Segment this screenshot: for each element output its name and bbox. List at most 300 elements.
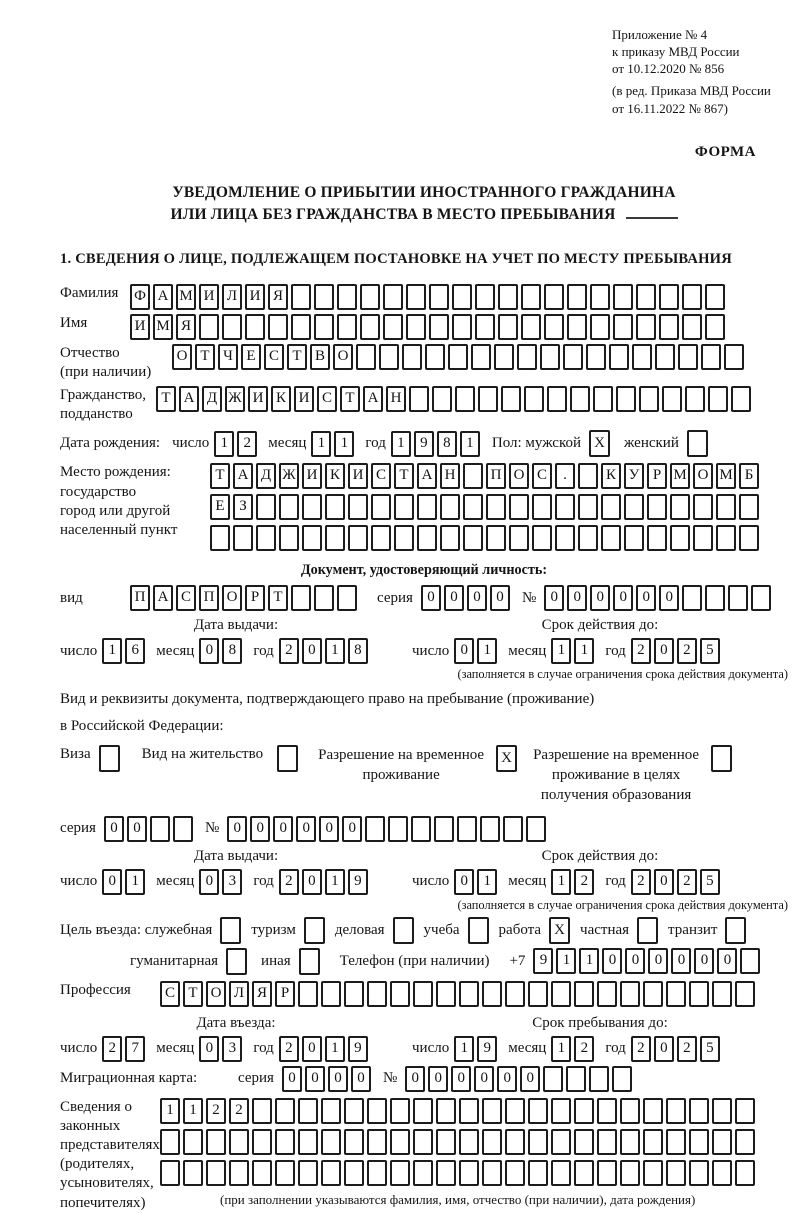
residence-expiry-day-cells xyxy=(454,869,497,895)
form-cell xyxy=(662,386,682,412)
form-cell: 0 xyxy=(444,585,464,611)
checkbox-cell: X xyxy=(496,745,517,772)
form-cell: 5 xyxy=(700,869,720,895)
form-cell xyxy=(452,314,472,340)
form-cell xyxy=(409,386,429,412)
checkbox-cell xyxy=(277,745,298,772)
form-cell: 0 xyxy=(305,1066,325,1092)
form-cell xyxy=(612,1066,632,1092)
form-cell: Ж xyxy=(279,463,299,489)
visa-option xyxy=(60,745,120,772)
form-cell xyxy=(325,525,345,551)
form-cell xyxy=(279,494,299,520)
form-cell xyxy=(601,494,621,520)
stay-until-group xyxy=(412,1036,788,1062)
form-cell xyxy=(647,525,667,551)
entry-date-group xyxy=(60,1036,412,1062)
form-cell xyxy=(593,386,613,412)
form-cell xyxy=(666,1129,686,1155)
form-cell xyxy=(321,1160,341,1186)
form-cell xyxy=(551,1160,571,1186)
form-cell xyxy=(325,494,345,520)
sex-male-label: Пол: мужской xyxy=(491,435,582,452)
form-cell xyxy=(609,344,629,370)
form-cell xyxy=(459,1160,479,1186)
form-cell xyxy=(275,1129,295,1155)
purpose-humanitarian-label: гуманитарная xyxy=(130,952,219,969)
form-cell xyxy=(643,1098,663,1124)
form-cell: Т xyxy=(394,463,414,489)
form-cell xyxy=(344,1160,364,1186)
year-label: год xyxy=(253,873,274,890)
day-label: число xyxy=(412,873,450,890)
form-cell xyxy=(735,1160,755,1186)
form-cell: П xyxy=(199,585,219,611)
form-cell xyxy=(463,494,483,520)
form-cell: 0 xyxy=(319,816,339,842)
form-cell: 6 xyxy=(125,638,145,664)
form-cell xyxy=(712,1160,732,1186)
form-cell xyxy=(459,1098,479,1124)
form-cell xyxy=(735,981,755,1007)
form-cell: 2 xyxy=(677,869,697,895)
form-cell xyxy=(252,1098,272,1124)
form-cell: М xyxy=(670,463,690,489)
form-cell xyxy=(298,1160,318,1186)
temp-permit-label: Разрешение на временное проживание xyxy=(318,746,485,784)
form-cell xyxy=(321,1098,341,1124)
identity-expiry-year-cells xyxy=(631,638,720,664)
checkbox-cell xyxy=(393,917,414,944)
visa-label: Виза xyxy=(60,745,91,762)
birth-month-cells xyxy=(311,431,354,457)
form-cell xyxy=(436,981,456,1007)
year-label: год xyxy=(365,435,386,452)
temp-permit-checkbox xyxy=(496,745,517,772)
form-cell: 1 xyxy=(556,948,576,974)
form-cell xyxy=(620,1129,640,1155)
form-cell: Н xyxy=(386,386,406,412)
residence-intro-line-1: Вид и реквизиты документа, подтверждающего право на пребывание (проживание) xyxy=(60,691,595,708)
form-cell xyxy=(344,1129,364,1155)
form-cell xyxy=(670,494,690,520)
residence-intro xyxy=(60,686,788,739)
form-cell xyxy=(360,284,380,310)
form-cell: Я xyxy=(268,284,288,310)
birth-year-cells xyxy=(391,431,480,457)
day-label: число xyxy=(412,1040,450,1057)
checkbox-cell: X xyxy=(549,917,570,944)
form-cell xyxy=(275,1098,295,1124)
form-cell xyxy=(356,344,376,370)
identity-dates xyxy=(60,617,788,682)
appendix-line: Приложение № 4 xyxy=(612,27,708,42)
birth-place-row xyxy=(60,463,788,556)
form-cell: 0 xyxy=(625,948,645,974)
form-cell xyxy=(482,981,502,1007)
form-cell xyxy=(724,344,744,370)
form-cell xyxy=(383,284,403,310)
title-line-2: ИЛИ ЛИЦА БЕЗ ГРАЖДАНСТВА В МЕСТО ПРЕБЫВАНИЯ xyxy=(60,204,788,226)
form-cell xyxy=(708,386,728,412)
identity-expiry-col xyxy=(412,617,788,682)
profession-row xyxy=(60,981,788,1007)
form-cell xyxy=(701,344,721,370)
identity-series-label: серия xyxy=(377,589,413,606)
form-cell xyxy=(751,585,771,611)
form-cell xyxy=(574,1129,594,1155)
form-cell xyxy=(390,1098,410,1124)
identity-number-label: № xyxy=(521,589,537,606)
form-cell xyxy=(394,494,414,520)
form-cell xyxy=(547,386,567,412)
form-cell xyxy=(463,525,483,551)
form-cell: 1 xyxy=(574,638,594,664)
form-cell xyxy=(705,314,725,340)
form-cell xyxy=(712,1129,732,1155)
month-label: месяц xyxy=(156,1040,195,1057)
purpose-other-checkbox xyxy=(299,948,320,975)
form-cell xyxy=(314,585,334,611)
residence-series-label: серия xyxy=(60,820,96,837)
form-cell: П xyxy=(130,585,150,611)
purpose-tourism-label: туризм xyxy=(251,921,296,938)
form-cell xyxy=(486,494,506,520)
form-cell xyxy=(321,1129,341,1155)
identity-issue-month-cells xyxy=(199,638,242,664)
purpose-study-checkbox xyxy=(468,917,489,944)
migration-series-label: серия xyxy=(238,1070,274,1087)
form-cell: 1 xyxy=(214,431,234,457)
form-cell: С xyxy=(160,981,180,1007)
representatives-row xyxy=(60,1098,788,1213)
form-cell xyxy=(620,981,640,1007)
form-cell xyxy=(620,1160,640,1186)
form-cell xyxy=(210,525,230,551)
form-cell xyxy=(528,1098,548,1124)
form-cell xyxy=(666,1098,686,1124)
form-cell xyxy=(551,1098,571,1124)
form-cell: 9 xyxy=(414,431,434,457)
form-cell xyxy=(348,525,368,551)
surname-cells xyxy=(130,284,725,310)
form-cell: А xyxy=(363,386,383,412)
purpose-other-label: иная xyxy=(261,952,291,969)
form-cell xyxy=(524,386,544,412)
form-cell: О xyxy=(693,463,713,489)
form-cell xyxy=(566,1066,586,1092)
form-cell xyxy=(616,386,636,412)
form-cell xyxy=(390,1129,410,1155)
form-cell xyxy=(471,344,491,370)
form-cell: . xyxy=(555,463,575,489)
form-cell: 0 xyxy=(567,585,587,611)
form-cell: 2 xyxy=(677,638,697,664)
form-cell xyxy=(689,1098,709,1124)
form-cell xyxy=(590,284,610,310)
form-cell xyxy=(509,525,529,551)
form-cell xyxy=(413,1160,433,1186)
form-cell: 0 xyxy=(590,585,610,611)
day-label: число xyxy=(412,642,450,659)
form-cell xyxy=(425,344,445,370)
form-cell xyxy=(183,1160,203,1186)
form-cell: 0 xyxy=(199,869,219,895)
form-cell: 1 xyxy=(311,431,331,457)
form-cell xyxy=(275,1160,295,1186)
form-cell xyxy=(413,1098,433,1124)
form-cell: И xyxy=(199,284,219,310)
form-cell xyxy=(413,981,433,1007)
form-cell xyxy=(551,1129,571,1155)
form-cell: 0 xyxy=(250,816,270,842)
form-cell: М xyxy=(153,314,173,340)
residence-permit-label: Вид на жительство xyxy=(141,745,264,762)
form-cell xyxy=(693,525,713,551)
form-cell: 1 xyxy=(160,1098,180,1124)
form-cell xyxy=(716,525,736,551)
sex-female-label: женский xyxy=(624,435,679,452)
surname-row xyxy=(60,284,788,310)
form-cell xyxy=(659,314,679,340)
identity-expiry-day-cells xyxy=(454,638,497,664)
form-cell: Т xyxy=(287,344,307,370)
birth-date-label: Дата рождения: xyxy=(60,435,161,452)
form-cell xyxy=(337,585,357,611)
form-cell xyxy=(390,1160,410,1186)
form-cell xyxy=(411,816,431,842)
form-cell xyxy=(252,1160,272,1186)
checkbox-cell xyxy=(711,745,732,772)
form-cell: 0 xyxy=(454,638,474,664)
form-cell xyxy=(574,1098,594,1124)
form-cell xyxy=(367,981,387,1007)
form-cell xyxy=(383,314,403,340)
residence-issue-col xyxy=(60,848,412,913)
form-cell: О xyxy=(172,344,192,370)
form-cell xyxy=(578,463,598,489)
form-cell xyxy=(731,386,751,412)
form-cell xyxy=(666,1160,686,1186)
form-cell: 1 xyxy=(477,638,497,664)
form-cell: Л xyxy=(229,981,249,1007)
purpose-official-checkbox xyxy=(220,917,241,944)
form-cell: У xyxy=(624,463,644,489)
representatives-note: (при заполнении указываются фамилия, имя, отчество (при наличии), дата рождения) xyxy=(220,1191,696,1207)
form-cell: 8 xyxy=(348,638,368,664)
form-cell: Р xyxy=(275,981,295,1007)
form-cell xyxy=(682,284,702,310)
form-cell xyxy=(482,1098,502,1124)
form-cell xyxy=(586,344,606,370)
form-cell xyxy=(245,314,265,340)
form-cell xyxy=(528,1160,548,1186)
form-cell: 0 xyxy=(717,948,737,974)
form-cell: Е xyxy=(241,344,261,370)
form-cell xyxy=(544,284,564,310)
form-cell: 0 xyxy=(351,1066,371,1092)
identity-series-cells xyxy=(421,585,510,611)
form-cell xyxy=(597,1098,617,1124)
title-line-1: УВЕДОМЛЕНИЕ О ПРИБЫТИИ ИНОСТРАННОГО ГРАЖДАНИНА xyxy=(172,183,676,201)
patronymic-label: Отчество (при наличии) xyxy=(60,344,152,380)
form-cell: Т xyxy=(195,344,215,370)
month-label: месяц xyxy=(156,642,195,659)
identity-issue-year-cells xyxy=(279,638,368,664)
form-cell xyxy=(643,1160,663,1186)
form-cell xyxy=(379,344,399,370)
migration-card-row xyxy=(60,1066,788,1092)
form-cell: 0 xyxy=(694,948,714,974)
purpose-business-label: деловая xyxy=(334,921,385,938)
representatives-cells-1 xyxy=(160,1098,755,1124)
phone-label: Телефон (при наличии) xyxy=(339,952,490,969)
checkbox-cell xyxy=(637,917,658,944)
form-cell: 0 xyxy=(490,585,510,611)
edu-permit-checkbox xyxy=(711,745,732,772)
form-cell xyxy=(434,816,454,842)
form-cell xyxy=(302,525,322,551)
form-cell: 0 xyxy=(282,1066,302,1092)
form-cell xyxy=(532,525,552,551)
form-cell xyxy=(666,981,686,1007)
appendix-block xyxy=(612,26,800,117)
form-cell: Н xyxy=(440,463,460,489)
day-label: число xyxy=(60,873,98,890)
form-cell xyxy=(735,1129,755,1155)
form-cell: О xyxy=(333,344,353,370)
form-cell: 1 xyxy=(551,1036,571,1062)
entry-dates xyxy=(60,1015,788,1062)
residence-restriction-note: (заполняется в случае ограничения срока действия документа) xyxy=(457,897,788,912)
identity-kind-label: вид xyxy=(60,589,83,606)
form-cell xyxy=(712,981,732,1007)
form-cell xyxy=(367,1129,387,1155)
form-cell: С xyxy=(264,344,284,370)
residence-issue-year-cells xyxy=(279,869,368,895)
entry-day-cells xyxy=(102,1036,145,1062)
form-cell: 1 xyxy=(325,869,345,895)
form-cell: 0 xyxy=(654,1036,674,1062)
form-cell: 1 xyxy=(460,431,480,457)
form-cell xyxy=(406,314,426,340)
residence-expiry-year-cells xyxy=(631,869,720,895)
form-cell: 0 xyxy=(102,869,122,895)
form-cell xyxy=(636,314,656,340)
migration-number-label: № xyxy=(382,1070,398,1087)
form-cell: 1 xyxy=(102,638,122,664)
form-cell: Т xyxy=(268,585,288,611)
form-cell xyxy=(486,525,506,551)
form-cell xyxy=(199,314,219,340)
form-cell xyxy=(494,344,514,370)
form-cell xyxy=(436,1160,456,1186)
form-cell: 0 xyxy=(428,1066,448,1092)
form-cell: 0 xyxy=(342,816,362,842)
form-cell xyxy=(555,525,575,551)
form-cell xyxy=(689,981,709,1007)
form-cell xyxy=(183,1129,203,1155)
form-cell: О xyxy=(509,463,529,489)
identity-restriction-note: (заполняется в случае ограничения срока действия документа) xyxy=(457,667,788,682)
purpose-tourism-checkbox xyxy=(304,917,325,944)
form-cell: 0 xyxy=(520,1066,540,1092)
form-cell xyxy=(302,494,322,520)
form-cell xyxy=(693,494,713,520)
form-cell xyxy=(291,284,311,310)
visa-checkbox xyxy=(99,745,120,772)
form-cell xyxy=(647,494,667,520)
name-cells xyxy=(130,314,725,340)
residence-issue-month-cells xyxy=(199,869,242,895)
form-cell xyxy=(482,1129,502,1155)
purpose-row-1 xyxy=(60,917,788,944)
form-cell xyxy=(678,344,698,370)
form-cell xyxy=(578,494,598,520)
form-cell xyxy=(620,1098,640,1124)
form-cell xyxy=(532,494,552,520)
form-cell xyxy=(636,284,656,310)
residence-expiry-title: Срок действия до: xyxy=(541,847,659,864)
residence-permit-checkbox xyxy=(277,745,298,772)
form-cell: И xyxy=(348,463,368,489)
checkbox-cell xyxy=(687,430,708,457)
amendment-line: (в ред. Приказа МВД России xyxy=(612,83,771,99)
form-cell: Д xyxy=(202,386,222,412)
form-cell xyxy=(689,1160,709,1186)
form-cell xyxy=(229,1129,249,1155)
form-cell xyxy=(543,1066,563,1092)
form-cell xyxy=(482,1160,502,1186)
form-cell: 0 xyxy=(104,816,124,842)
form-cell: 2 xyxy=(574,1036,594,1062)
year-label: год xyxy=(605,1040,626,1057)
form-cell xyxy=(314,284,334,310)
migration-card-label: Миграционная карта: xyxy=(60,1070,198,1087)
form-cell xyxy=(685,386,705,412)
form-cell: К xyxy=(601,463,621,489)
purpose-humanitarian-checkbox xyxy=(226,948,247,975)
residence-series-cells xyxy=(104,816,193,842)
form-cell xyxy=(501,386,521,412)
residence-issue-group xyxy=(60,869,412,895)
form-cell xyxy=(624,525,644,551)
birth-date-row xyxy=(60,430,788,457)
form-cell xyxy=(365,816,385,842)
form-cell: К xyxy=(271,386,291,412)
patronymic-row xyxy=(60,344,788,382)
purpose-work-label: работа xyxy=(498,921,542,938)
appendix-line: от 10.12.2020 № 856 xyxy=(612,61,725,77)
form-cell xyxy=(505,1129,525,1155)
form-cell xyxy=(173,816,193,842)
form-cell: 0 xyxy=(654,638,674,664)
form-cell xyxy=(728,585,748,611)
form-cell xyxy=(739,525,759,551)
month-label: месяц xyxy=(508,642,547,659)
form-cell xyxy=(670,525,690,551)
residence-number-label: № xyxy=(204,820,220,837)
form-cell: К xyxy=(325,463,345,489)
form-cell: Ж xyxy=(225,386,245,412)
form-cell xyxy=(521,314,541,340)
form-cell: 2 xyxy=(279,869,299,895)
identity-issue-group xyxy=(60,638,412,664)
birth-date-group xyxy=(172,431,480,457)
form-cell xyxy=(256,494,276,520)
form-cell: 1 xyxy=(183,1098,203,1124)
form-cell: 0 xyxy=(199,1036,219,1062)
